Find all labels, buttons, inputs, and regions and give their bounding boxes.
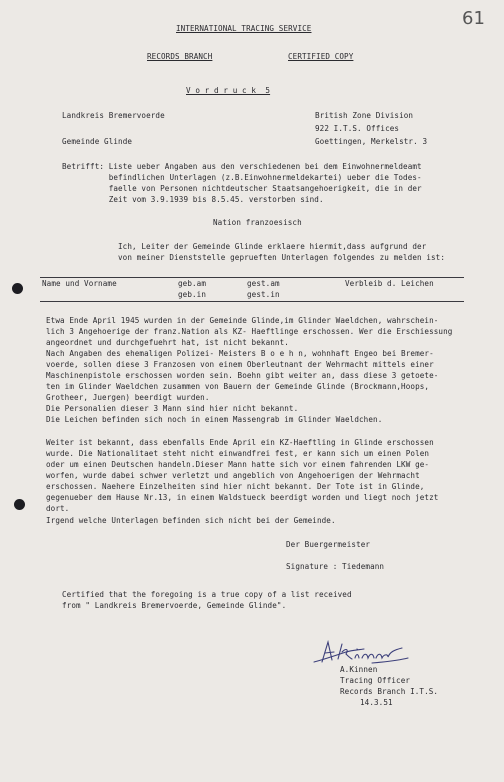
body2-line: wurde. Die Nationalitaet steht nicht einwandfrei fest, er kann sich um einen Polen (46, 449, 430, 458)
recipient-line-3: Goettingen, Merkelstr. 3 (315, 137, 428, 146)
officer-department: Records Branch I.T.S. (340, 687, 439, 696)
handwritten-signature (312, 636, 412, 668)
col-born-place: geb.in (178, 290, 207, 299)
mayor-signature: Signature : Tiedemann (286, 562, 385, 571)
subject-line-3: faelle von Personen nichtdeutscher Staatsangehoerigkeit, die in der (62, 184, 422, 193)
body2-line: Irgend welche Unterlagen befinden sich nicht bei der Gemeinde. (46, 516, 336, 525)
body1-line: Etwa Ende April 1945 wurden in der Gemeinde Glinde,im Glinder Waeldchen, wahrschein- (46, 316, 439, 325)
body2-line: Weiter ist bekannt, dass ebenfalls Ende April ein KZ-Haeftling in Glinde erschossen (46, 438, 434, 447)
body1-line: lich 3 Angehoerige der franz.Nation als KZ- Haeftlinge erschossen. Wer die Erschiessung (46, 327, 453, 336)
col-died-place: gest.in (247, 290, 280, 299)
col-remains: Verbleib d. Leichen (345, 279, 434, 288)
body1-line: voerde, sollen diese 3 Franzosen von einem Oberleutnant der Wehrmacht mittels einer (46, 360, 434, 369)
body1-line: Grotheer, Juergen) beerdigt wurden. (46, 393, 210, 402)
body2-line: oder um einen Deutschen handeln.Dieser Mann hatte sich vor einem fahrenden LKW ge- (46, 460, 430, 469)
punch-hole-bottom (14, 499, 25, 510)
punch-hole-top (12, 283, 23, 294)
declaration-line-1: Ich, Leiter der Gemeinde Glinde erklaere hiermit,dass aufgrund der (118, 242, 427, 251)
page-number: 61 (462, 8, 486, 29)
recipient-line-2: 922 I.T.S. Offices (315, 124, 400, 133)
subject-line-2: befindlichen Unterlagen (z.B.Einwohnermeldekartei) ueber die Todes- (62, 173, 422, 182)
subject-line-1: Betrifft: Liste ueber Angaben aus den verschiedenen bei dem Einwohnermeldeamt (62, 162, 422, 171)
officer-name: A.Kinnen (340, 665, 378, 674)
org-heading: INTERNATIONAL TRACING SERVICE (176, 24, 312, 33)
mayor-title: Der Buergermeister (286, 540, 371, 549)
body2-line: gegenueber dem Hause Nr.13, in einem Waldstueck beerdigt worden und liegt noch jetzt (46, 493, 439, 502)
body2-line: dort. (46, 504, 70, 513)
body1-line: Nach Angaben des ehemaligen Polizei- Meisters B o e h n, wohnhaft Engeo bei Bremer- (46, 349, 434, 358)
nation-line: Nation franzoesisch (213, 218, 302, 227)
recipient-line-1: British Zone Division (315, 111, 414, 120)
certified-copy-heading: CERTIFIED COPY (288, 52, 354, 61)
declaration-line-2: von meiner Dienststelle geprueften Unterlagen folgendes zu melden ist: (118, 253, 446, 262)
table-top-rule (40, 277, 464, 278)
body1-line: Die Leichen befinden sich noch in einem Massengrab im Glinder Waeldchen. (46, 415, 383, 424)
officer-title: Tracing Officer (340, 676, 411, 685)
sender-municipality: Gemeinde Glinde (62, 137, 133, 146)
sender-district: Landkreis Bremervoerde (62, 111, 165, 120)
subject-line-4: Zeit vom 3.9.1939 bis 8.5.45. verstorben sind. (62, 195, 324, 204)
certification-line-1: Certified that the foregoing is a true copy of a list received (62, 590, 352, 599)
table-bottom-rule (40, 301, 464, 302)
certification-line-2: from " Landkreis Bremervoerde, Gemeinde Glinde". (62, 601, 287, 610)
col-name: Name und Vorname (42, 279, 117, 288)
body1-line: Die Personalien dieser 3 Mann sind hier nicht bekannt. (46, 404, 299, 413)
body2-line: erschossen. Naehere Einzelheiten sind hier nicht bekannt. Der Tote ist in Glinde, (46, 482, 425, 491)
body1-line: ten im Glinder Waeldchen zusammen von Bauern der Gemeinde Glinde (Brockmann,Hoops, (46, 382, 430, 391)
certification-date: 14.3.51 (360, 698, 393, 707)
branch-heading: RECORDS BRANCH (147, 52, 213, 61)
body1-line: angeordnet und durchgefuehrt hat, ist nicht bekannt. (46, 338, 289, 347)
col-born-date: geb.am (178, 279, 207, 288)
col-died-date: gest.am (247, 279, 280, 288)
body2-line: worfen, wurde dabei schwer verletzt und angeblich von Angehoerigen der Wehrmacht (46, 471, 420, 480)
form-title: V o r d r u c k 5 (186, 86, 271, 95)
body1-line: Maschinenpistole erschossen worden sein. Boehn gibt weiter an, dass diese 3 getoete- (46, 371, 439, 380)
